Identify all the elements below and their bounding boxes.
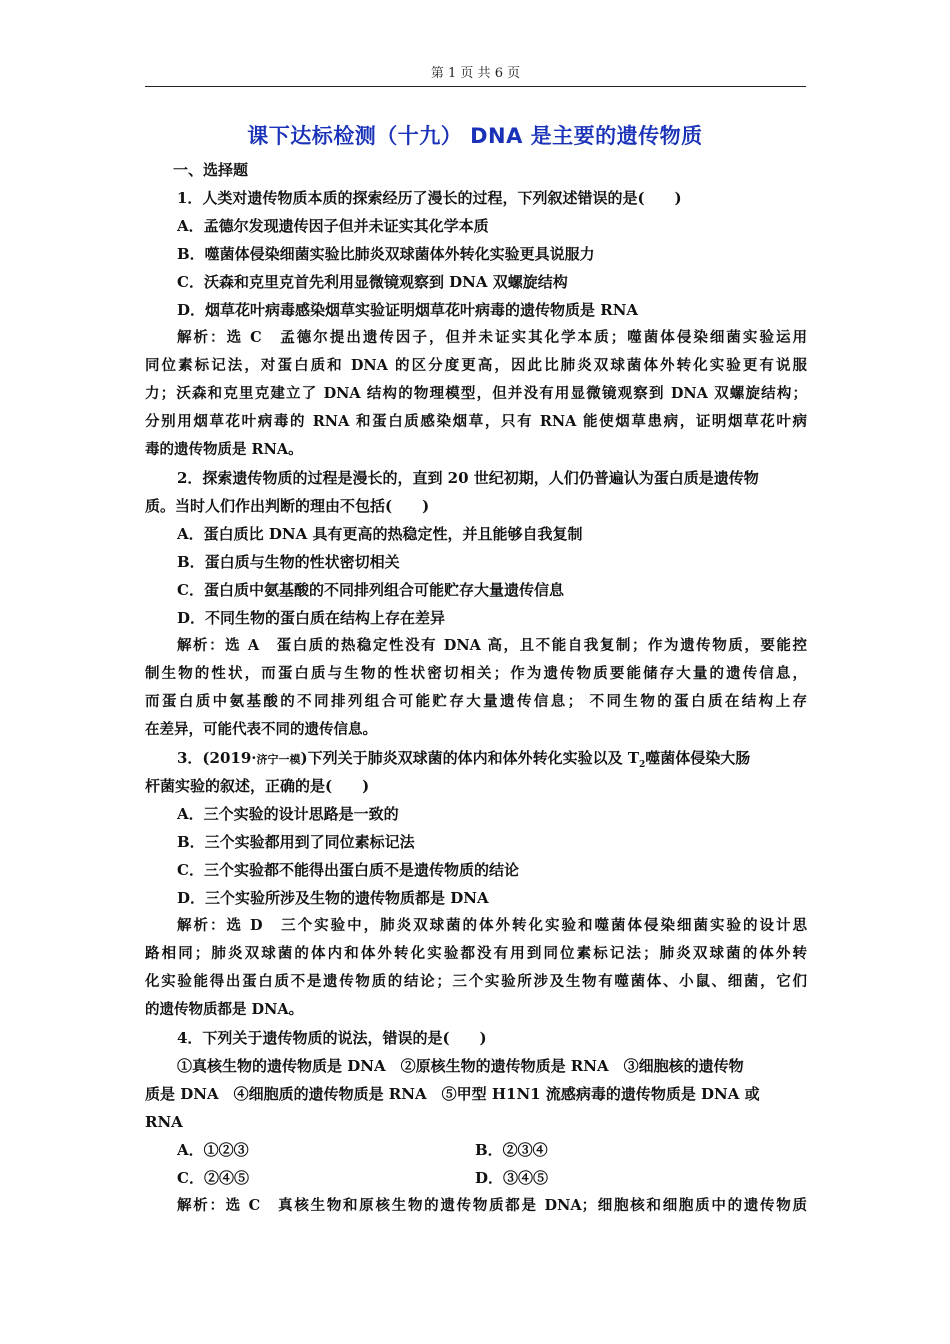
question-4-statements: RNA bbox=[145, 1113, 183, 1131]
question-2-analysis: 解析：选 A 蛋白质的热稳定性没有 DNA 高，且不能自我复制；作为遗传物质，要能控 bbox=[177, 637, 807, 654]
question-3-analysis: 路相同；肺炎双球菌的体内和体外转化实验都没有用到同位素标记法；肺炎双球菌的体外转 bbox=[145, 945, 807, 962]
question-1-analysis: 解析：选 C 孟德尔提出遗传因子，但并未证实其化学本质；噬菌体侵染细菌实验运用 bbox=[177, 329, 807, 346]
question-2-option-b: B．蛋白质与生物的性状密切相关 bbox=[177, 553, 400, 571]
question-4-option-a: A．①②③ bbox=[177, 1141, 249, 1159]
document-title: 课下达标检测（十九） DNA 是主要的遗传物质 bbox=[247, 124, 703, 148]
page-header bbox=[145, 62, 806, 87]
question-1-analysis: 同位素标记法，对蛋白质和 DNA 的区分度更高，因此比肺炎双球菌体外转化实验更有说服 bbox=[145, 357, 807, 374]
question-3-stem bbox=[145, 744, 807, 772]
question-1-option-b: B．噬菌体侵染细菌实验比肺炎双球菌体外转化实验更具说服力 bbox=[177, 245, 595, 263]
question-3-text: 噬菌体侵染大肠 bbox=[645, 749, 751, 767]
question-4-statements: 质是 DNA ④细胞质的遗传物质是 RNA ⑤甲型 H1N1 流感病毒的遗传物质是 DNA 或 bbox=[145, 1085, 760, 1103]
question-1-analysis: 力；沃森和克里克建立了 DNA 结构的物理模型，但并没有用显微镜观察到 DNA 双螺旋结构； bbox=[145, 385, 807, 402]
question-2-option-d: D．不同生物的蛋白质在结构上存在差异 bbox=[177, 609, 446, 627]
question-2-analysis: 制生物的性状，而蛋白质与生物的性状密切相关；作为遗传物质要能储存大量的遗传信息， bbox=[145, 665, 807, 682]
question-1-analysis: 毒的遗传物质是 RNA。 bbox=[145, 441, 303, 458]
question-3-text: )下列关于肺炎双球菌的体内和体外转化实验以及 T bbox=[300, 749, 639, 767]
question-3-option-c: C．三个实验都不能得出蛋白质不是遗传物质的结论 bbox=[177, 861, 519, 879]
question-3-analysis: 的遗传物质都是 DNA。 bbox=[145, 1001, 304, 1018]
question-4-option-c: C．②④⑤ bbox=[177, 1169, 249, 1187]
question-4-analysis: 解析：选 C 真核生物和原核生物的遗传物质都是 DNA；细胞核和细胞质中的遗传物质 bbox=[177, 1197, 807, 1214]
document-body bbox=[145, 156, 807, 1220]
page-number: 第 1 页 共 6 页 bbox=[430, 66, 521, 81]
question-3-analysis: 解析：选 D 三个实验中，肺炎双球菌的体外转化实验和噬菌体侵染细菌实验的设计思 bbox=[177, 917, 807, 934]
question-4-option-d: D．③④⑤ bbox=[475, 1169, 549, 1187]
question-2-option-c: C．蛋白质中氨基酸的不同排列组合可能贮存大量遗传信息 bbox=[177, 581, 564, 599]
question-4-options-row bbox=[145, 1164, 807, 1192]
question-3-option-d: D．三个实验所涉及生物的遗传物质都是 DNA bbox=[177, 889, 489, 907]
question-3-option-a: A．三个实验的设计思路是一致的 bbox=[177, 805, 399, 823]
question-1-analysis: 分别用烟草花叶病毒的 RNA 和蛋白质感染烟草，只有 RNA 能使烟草患病，证明烟草花叶病 bbox=[145, 413, 807, 430]
question-2-option-a: A．蛋白质比 DNA 具有更高的热稳定性，并且能够自我复制 bbox=[177, 525, 583, 543]
question-4-stem: 4．下列关于遗传物质的说法，错误的是( ) bbox=[177, 1029, 487, 1047]
question-3-stem: 杆菌实验的叙述，正确的是( ) bbox=[145, 777, 370, 795]
question-2-stem: 质。当时人们作出判断的理由不包括( ) bbox=[145, 497, 430, 515]
question-1-option-d: D．烟草花叶病毒感染烟草实验证明烟草花叶病毒的遗传物质是 RNA bbox=[177, 301, 639, 319]
question-4-options-row bbox=[145, 1136, 807, 1164]
question-3-option-b: B．三个实验都用到了同位素标记法 bbox=[177, 833, 415, 851]
question-2-analysis: 而蛋白质中氨基酸的不同排列组合可能贮存大量遗传信息； 不同生物的蛋白质在结构上存 bbox=[145, 693, 807, 710]
question-2-analysis: 在差异，可能代表不同的遗传信息。 bbox=[145, 721, 377, 738]
question-2-stem: 2．探索遗传物质的过程是漫长的，直到 20 世纪初期，人们仍普遍认为蛋白质是遗传物 bbox=[177, 469, 759, 487]
question-1-stem: 1．人类对遗传物质本质的探索经历了漫长的过程，下列叙述错误的是( ) bbox=[177, 189, 682, 207]
question-4-option-b: B．②③④ bbox=[475, 1141, 548, 1159]
question-3-source-tag: 济宁一模 bbox=[256, 753, 301, 766]
section-heading: 一、选择题 bbox=[173, 161, 249, 179]
question-1-option-c: C．沃森和克里克首先利用显微镜观察到 DNA 双螺旋结构 bbox=[177, 273, 568, 291]
question-4-statements: ①真核生物的遗传物质是 DNA ②原核生物的遗传物质是 RNA ③细胞核的遗传物 bbox=[177, 1057, 744, 1075]
subscript: 2 bbox=[639, 760, 646, 770]
question-3-analysis: 化实验能得出蛋白质不是遗传物质的结论；三个实验所涉及生物有噬菌体、小鼠、细菌，它们 bbox=[145, 973, 807, 990]
question-3-number: 3．(2019· bbox=[177, 749, 257, 767]
question-1-option-a: A．孟德尔发现遗传因子但并未证实其化学本质 bbox=[177, 217, 489, 235]
